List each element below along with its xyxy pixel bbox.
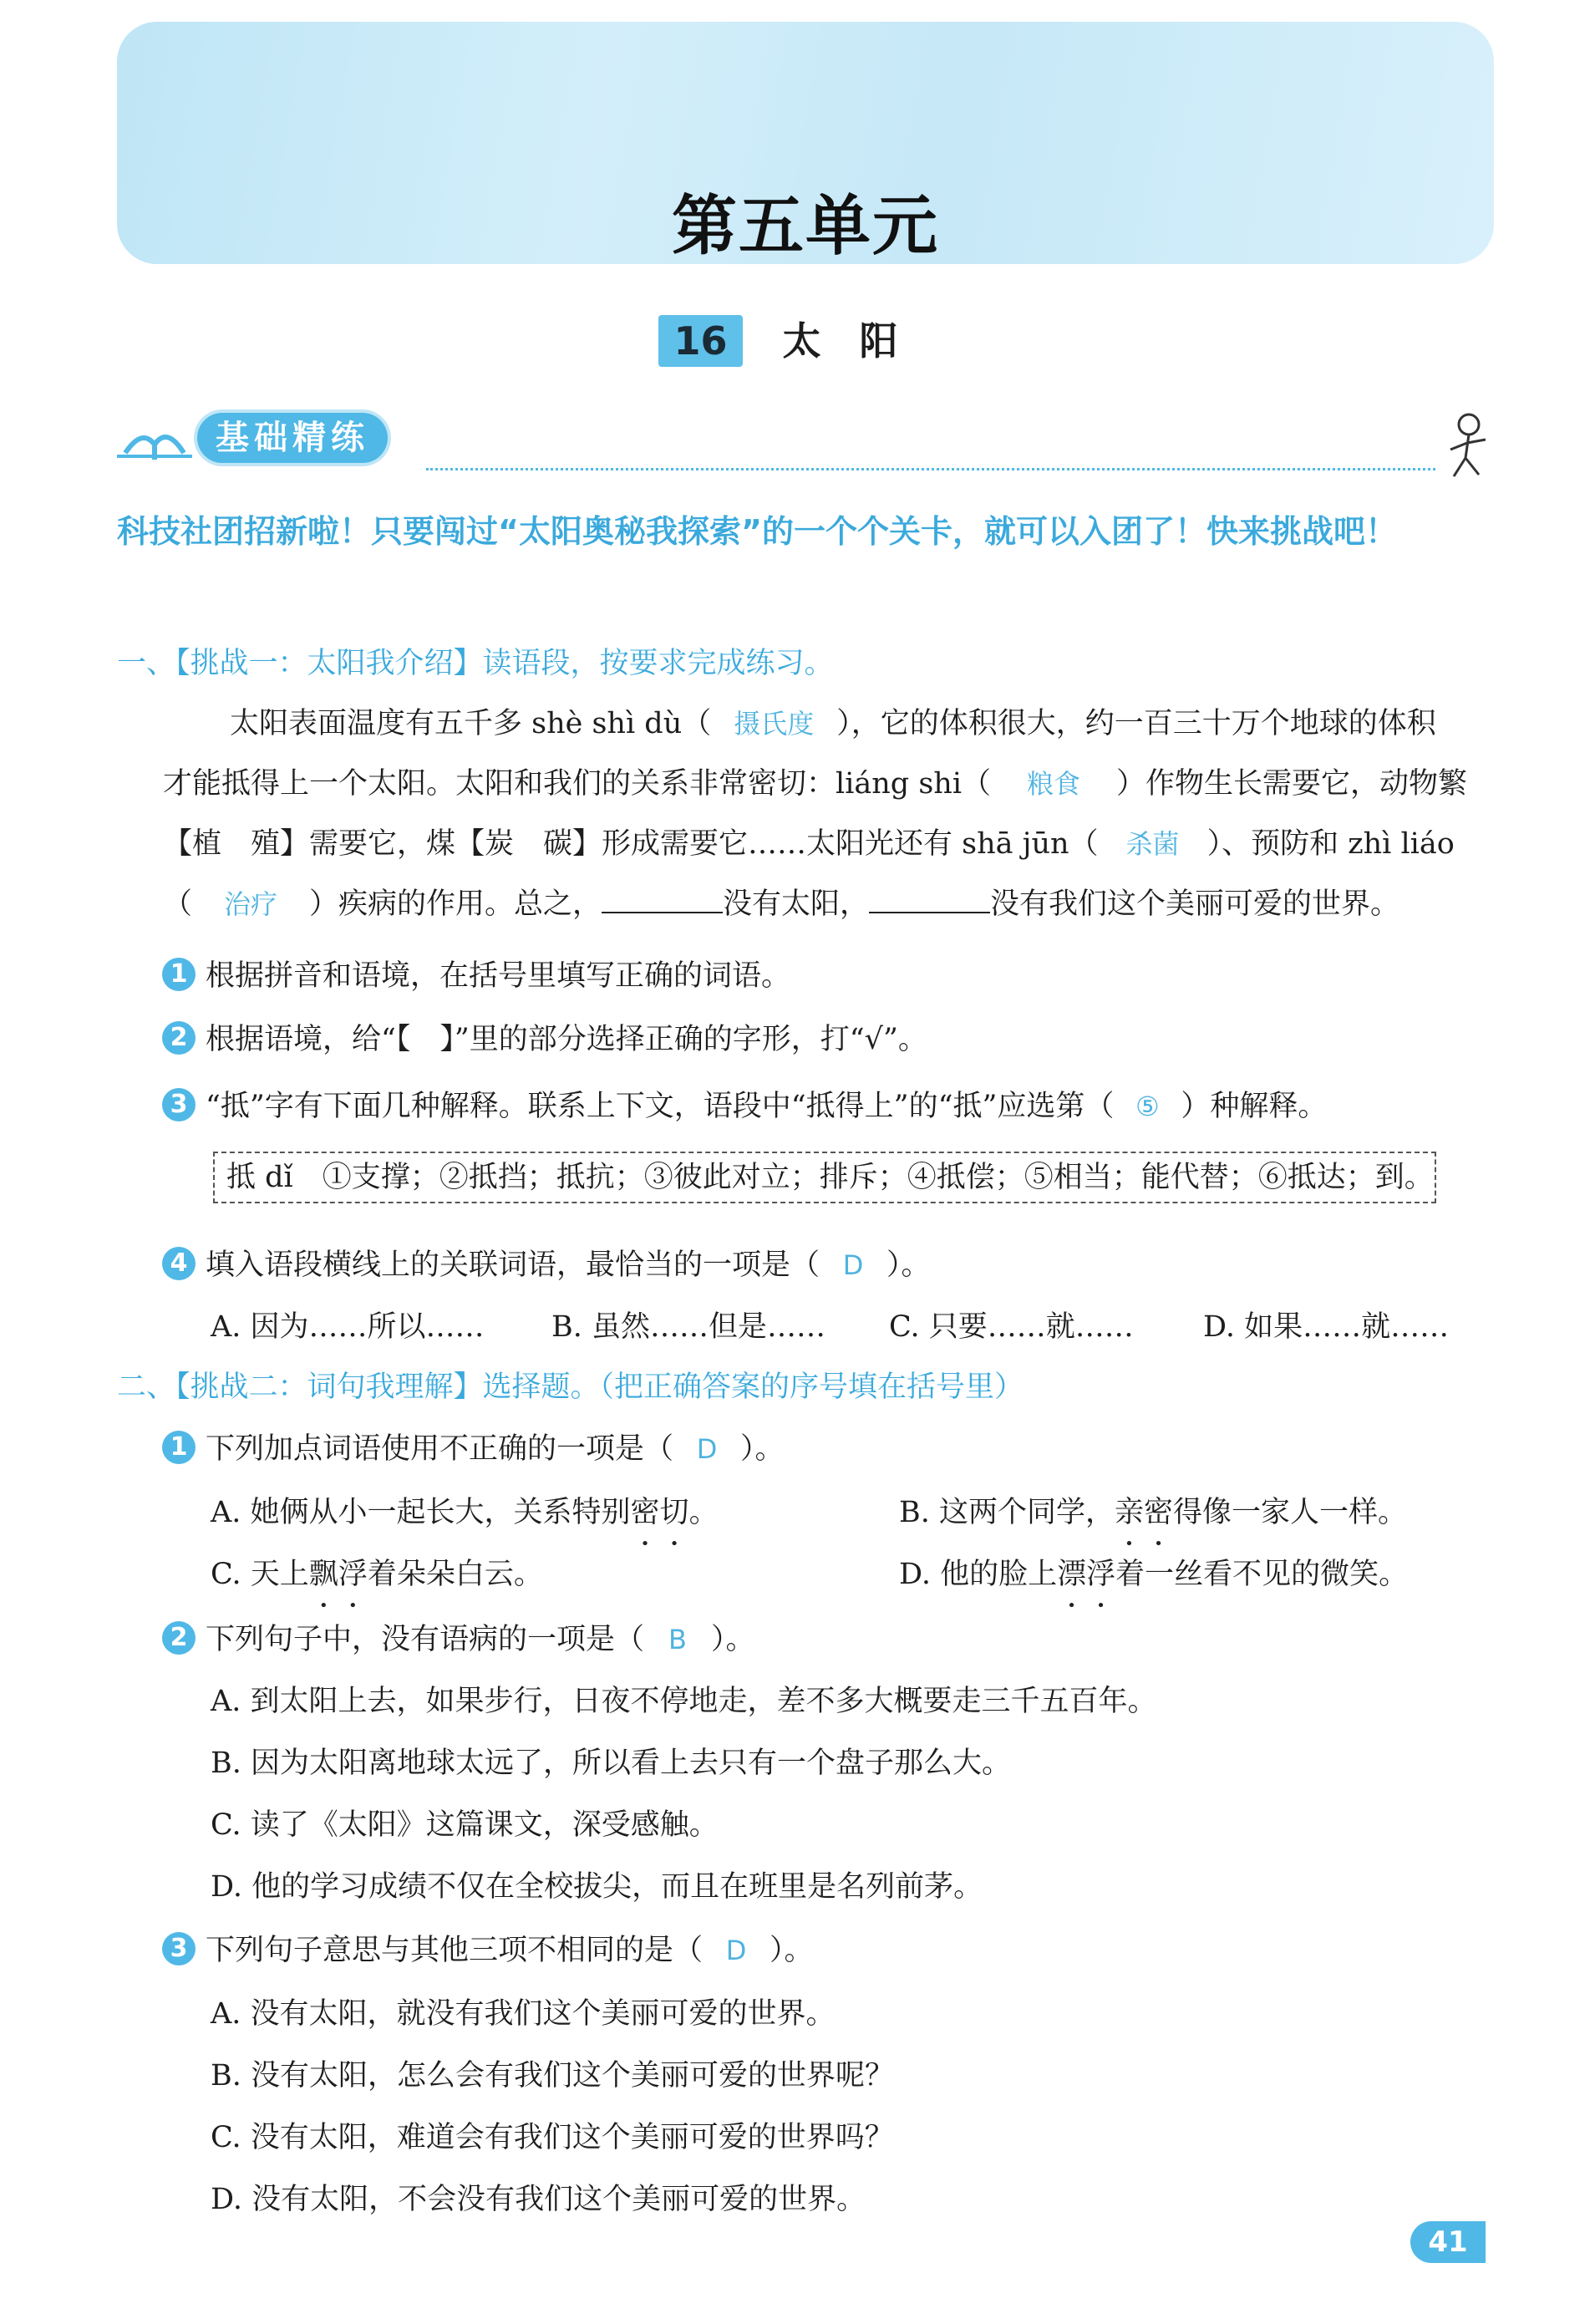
option-d[interactable]: D. 如果……就…… (1203, 1310, 1450, 1344)
para-text: 才能抵得上一个太阳。太阳和我们的关系非常密切：liáng shi（ (163, 767, 992, 801)
option-c[interactable]: C. 读了《太阳》这篇课文，深受感触。 (211, 1808, 719, 1842)
lesson-name: 太阳 (782, 318, 937, 364)
question-text: 填入语段横线上的关联词语，最恰当的一项是（ D ）。 (206, 1248, 931, 1282)
option-a[interactable]: A. 到太阳上去，如果步行，日夜不停地走，差不多大概要走三千五百年。 (211, 1685, 1157, 1718)
question-number-badge: 2 (162, 1621, 196, 1655)
question-number-badge: 3 (162, 1088, 196, 1121)
question-1-2 (167, 1016, 927, 1058)
lesson-number: 16 (658, 315, 742, 367)
question-text: 下列加点词语使用不正确的一项是（ D ）。 (206, 1432, 785, 1466)
option-d[interactable]: D. 他的脸上漂浮着一丝看不见的微笑。 (899, 1558, 1409, 1591)
question-1-3 (167, 1083, 1328, 1125)
part2-heading: 二、【挑战二：词句我理解】选择题。（把正确答案的序号填在括号里） (117, 1370, 1024, 1404)
option-b[interactable]: B. 虽然……但是…… (551, 1310, 825, 1344)
para-text: 没有太阳， (723, 887, 870, 921)
question-1-4 (167, 1242, 931, 1284)
para-text: ），它的体积很大，约一百三十万个地球的体积 (836, 707, 1436, 740)
answer-handwritten: ⑤ (1135, 1091, 1160, 1122)
answer-handwritten: 治疗 (224, 888, 278, 920)
question-number-badge: 3 (162, 1932, 196, 1965)
sprout-icon (117, 420, 192, 461)
section-tag (117, 409, 1494, 476)
para-text: 【植 殖】需要它，煤【炭 碳】形成需要它……太阳光还有 shā jūn（ (163, 827, 1099, 861)
answer-handwritten: D (842, 1249, 864, 1281)
dotted-divider (426, 468, 1435, 470)
dotted-word: 飘浮 (308, 1558, 368, 1591)
option-a[interactable]: A. 因为……所以…… (211, 1310, 485, 1344)
option-c[interactable]: C. 没有太阳，难道会有我们这个美丽可爱的世界吗？ (211, 2121, 894, 2154)
question-text: 根据拼音和语境，在括号里填写正确的词语。 (206, 959, 791, 993)
page-number: 41 (1410, 2221, 1486, 2263)
definition-box: 抵 dǐ ①支撑；②抵挡；抵抗；③彼此对立；排斥；④抵偿；⑤相当；能代替；⑥抵达；到。 (213, 1152, 1436, 1203)
para-text: ）作物生长需要它，动物繁 (1116, 767, 1468, 801)
para-text: ）疾病的作用。总之， (309, 887, 602, 921)
question-2-1 (167, 1426, 785, 1467)
option-c[interactable]: C. 天上飘浮着朵朵白云。 (211, 1558, 543, 1591)
blank-line[interactable] (869, 887, 990, 913)
dotted-word: 漂浮 (1057, 1558, 1116, 1591)
stick-figure-icon (1435, 409, 1494, 481)
option-d[interactable]: D. 他的学习成绩不仅在全校拔尖，而且在班里是名列前茅。 (211, 1870, 983, 1904)
option-a[interactable]: A. 没有太阳，就没有我们这个美丽可爱的世界。 (211, 1997, 836, 2031)
section-tag-label: 基础精练 (197, 413, 388, 463)
question-number-badge: 1 (162, 958, 196, 991)
para-line-2 (163, 754, 1500, 814)
answer-handwritten: D (696, 1433, 718, 1465)
dotted-word: 密切 (630, 1496, 689, 1529)
option-b[interactable]: B. 因为太阳离地球太远了，所以看上去只有一个盘子那么大。 (211, 1747, 1011, 1780)
para-line-1 (163, 694, 1500, 754)
question-text: 下列句子中，没有语病的一项是（ B ）。 (206, 1623, 755, 1656)
question-text: 下列句子意思与其他三项不相同的是（ D ）。 (206, 1934, 814, 1967)
option-a[interactable]: A. 她俩从小一起长大，关系特别密切。 (211, 1496, 719, 1529)
question-1-1 (167, 953, 791, 994)
answer-handwritten: 摄氏度 (734, 708, 815, 740)
para-text: （ (163, 887, 193, 921)
question-number-badge: 1 (162, 1431, 196, 1464)
lesson-heading (0, 311, 1595, 367)
part1-heading: 一、【挑战一：太阳我介绍】读语段，按要求完成练习。 (117, 647, 834, 680)
reading-paragraph (163, 694, 1500, 934)
para-text: 太阳表面温度有五千多 shè shì dù（ (230, 707, 712, 740)
question-2-3 (167, 1927, 814, 1969)
option-b[interactable]: B. 这两个同学，亲密得像一家人一样。 (899, 1496, 1408, 1529)
intro-text: 科技社团招新啦！只要闯过“太阳奥秘我探索”的一个个关卡，就可以入团了！快来挑战吧！ (117, 513, 1397, 550)
answer-handwritten: D (725, 1935, 747, 1966)
blank-line[interactable] (602, 887, 723, 913)
question-number-badge: 4 (162, 1247, 196, 1280)
unit-banner (117, 22, 1494, 264)
question-text: 根据语境，给“【 】”里的部分选择正确的字形，打“√”。 (206, 1023, 927, 1056)
answer-handwritten: B (668, 1624, 687, 1655)
option-b[interactable]: B. 没有太阳，怎么会有我们这个美丽可爱的世界呢？ (211, 2059, 894, 2093)
para-text: 没有我们这个美丽可爱的世界。 (990, 887, 1400, 921)
para-line-4 (163, 874, 1500, 934)
question-2-2 (167, 1616, 755, 1658)
answer-handwritten: 粮食 (1027, 768, 1081, 800)
question-text: “抵”字有下面几种解释。联系上下文，语段中“抵得上”的“抵”应选第（ ⑤ ）种解释。 (206, 1090, 1328, 1123)
para-text: ）、预防和 zhì liáo (1206, 827, 1455, 861)
option-d[interactable]: D. 没有太阳，不会没有我们这个美丽可爱的世界。 (211, 2183, 866, 2216)
option-c[interactable]: C. 只要……就…… (889, 1310, 1134, 1344)
unit-title: 第五单元 (671, 189, 939, 264)
answer-handwritten: 杀菌 (1125, 828, 1180, 860)
para-line-3 (163, 814, 1500, 874)
question-number-badge: 2 (162, 1021, 196, 1055)
dotted-word: 亲密 (1114, 1496, 1174, 1529)
